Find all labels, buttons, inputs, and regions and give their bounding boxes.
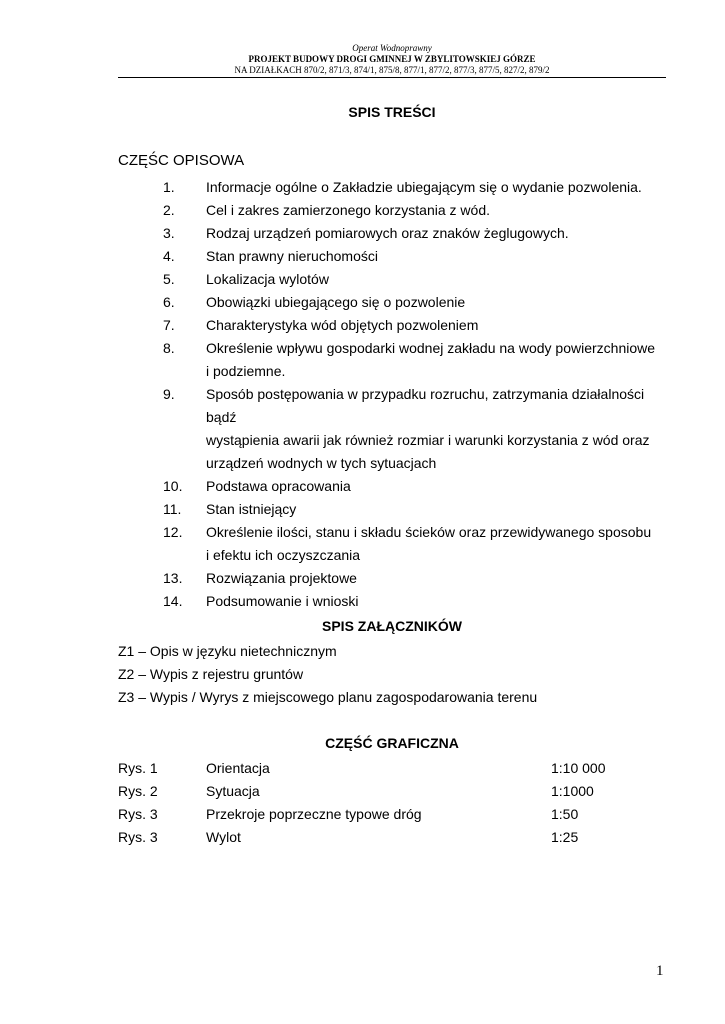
attachment-item: Z1 – Opis w języku nietechnicznym	[118, 643, 337, 659]
toc-item	[0, 337, 725, 383]
toc-item-text: Rodzaj urządzeń pomiarowych oraz znaków żeglugowych.	[206, 225, 569, 241]
toc-item-text: Sposób postępowania w przypadku rozruchu, zatrzymania działalności bądź	[206, 386, 645, 425]
toc-item	[0, 199, 725, 222]
drawing-row	[0, 803, 725, 826]
toc-item-number: 14.	[163, 593, 183, 609]
drawing-title: Sytuacja	[206, 783, 260, 799]
toc-item-number: 6.	[163, 294, 175, 310]
toc-item-number: 5.	[163, 271, 175, 287]
toc-item-number: 11.	[163, 501, 182, 517]
document-header	[118, 43, 666, 76]
drawing-row	[0, 780, 725, 803]
toc-item-number: 12.	[163, 524, 183, 540]
drawing-row	[0, 757, 725, 780]
toc-item	[0, 314, 725, 337]
toc-item	[0, 176, 725, 199]
toc-item-text: Obowiązki ubiegającego się o pozwolenie	[206, 294, 466, 310]
toc-item	[0, 383, 725, 475]
toc-item-text: Określenie ilości, stanu i składu ścieków oraz przewidywanego sposobu	[206, 524, 652, 540]
toc-title: SPIS TREŚCI	[348, 104, 436, 120]
toc-item-number: 10.	[163, 478, 183, 494]
toc-item	[0, 590, 725, 613]
toc-item	[0, 268, 725, 291]
toc-item-text: Cel i zakres zamierzonego korzystania z wód.	[206, 202, 491, 218]
drawing-scale: 1:50	[551, 806, 579, 822]
toc-item-number: 3.	[163, 225, 175, 241]
drawing-scale: 1:25	[551, 829, 579, 845]
attachment-item: Z2 – Wypis z rejestru gruntów	[118, 666, 304, 682]
toc-item-number: 4.	[163, 248, 175, 264]
toc-item	[0, 521, 725, 567]
toc-item-number: 1.	[163, 179, 175, 195]
drawing-title: Wylot	[206, 829, 241, 845]
toc-item	[0, 245, 725, 268]
descriptive-part-label: CZĘŚC OPISOWA	[118, 152, 245, 169]
toc-item-text: urządzeń wodnych w tych sytuacjach	[206, 455, 437, 471]
toc-item-text: i efektu ich oczyszczania	[206, 547, 361, 563]
toc-item-text: Rozwiązania projektowe	[206, 570, 357, 586]
header-parcels: NA DZIAŁKACH 870/2, 871/3, 874/1, 875/8, 877/1, 877/2, 877/3, 877/5, 827/2, 879/2	[234, 65, 550, 75]
toc-item-number: 9.	[163, 386, 175, 402]
header-divider	[118, 77, 666, 78]
toc-item-number: 8.	[163, 340, 175, 356]
drawing-code: Rys. 3	[118, 806, 158, 822]
header-project-title: PROJEKT BUDOWY DROGI GMINNEJ W ZBYLITOWSKIEJ GÓRZE	[248, 54, 536, 64]
toc-item-text: Charakterystyka wód objętych pozwoleniem	[206, 317, 479, 333]
toc-item-text: Stan prawny nieruchomości	[206, 248, 378, 264]
toc-list	[0, 176, 725, 613]
attachment-item: Z3 – Wypis / Wyrys z miejscowego planu zagospodarowania terenu	[118, 689, 538, 705]
toc-item	[0, 291, 725, 314]
toc-item-number: 2.	[163, 202, 175, 218]
toc-item-number: 7.	[163, 317, 175, 333]
toc-item	[0, 567, 725, 590]
drawing-title: Orientacja	[206, 760, 270, 776]
toc-item-text: Informacje ogólne o Zakładzie ubiegającym się o wydanie pozwolenia.	[206, 179, 642, 195]
drawing-scale: 1:10 000	[551, 760, 606, 776]
drawing-code: Rys. 2	[118, 783, 158, 799]
drawing-scale: 1:1000	[551, 783, 594, 799]
toc-item-text: Podstawa opracowania	[206, 478, 351, 494]
attachments-title: SPIS ZAŁĄCZNIKÓW	[322, 618, 462, 634]
page-number: 1	[656, 963, 664, 979]
toc-item-text: wystąpienia awarii jak również rozmiar i warunki korzystania z wód oraz	[206, 432, 650, 448]
header-doc-type: Operat Wodnoprawny	[352, 43, 432, 53]
toc-item-text: i podziemne.	[206, 363, 286, 379]
toc-item-text: Określenie wpływu gospodarki wodnej zakładu na wody powierzchniowe	[206, 340, 656, 356]
drawing-title: Przekroje poprzeczne typowe dróg	[206, 806, 422, 822]
toc-item-text: Lokalizacja wylotów	[206, 271, 329, 287]
toc-item-number: 13.	[163, 570, 183, 586]
toc-item	[0, 475, 725, 498]
toc-item-text: Podsumowanie i wnioski	[206, 593, 359, 609]
toc-item	[0, 222, 725, 245]
drawings-list	[0, 757, 725, 849]
attachments-list	[118, 640, 537, 709]
toc-item	[0, 498, 725, 521]
drawing-row	[0, 826, 725, 849]
graphics-title: CZĘŚĆ GRAFICZNA	[325, 735, 459, 751]
drawing-code: Rys. 1	[118, 760, 158, 776]
drawing-code: Rys. 3	[118, 829, 158, 845]
toc-item-text: Stan istniejący	[206, 501, 297, 517]
